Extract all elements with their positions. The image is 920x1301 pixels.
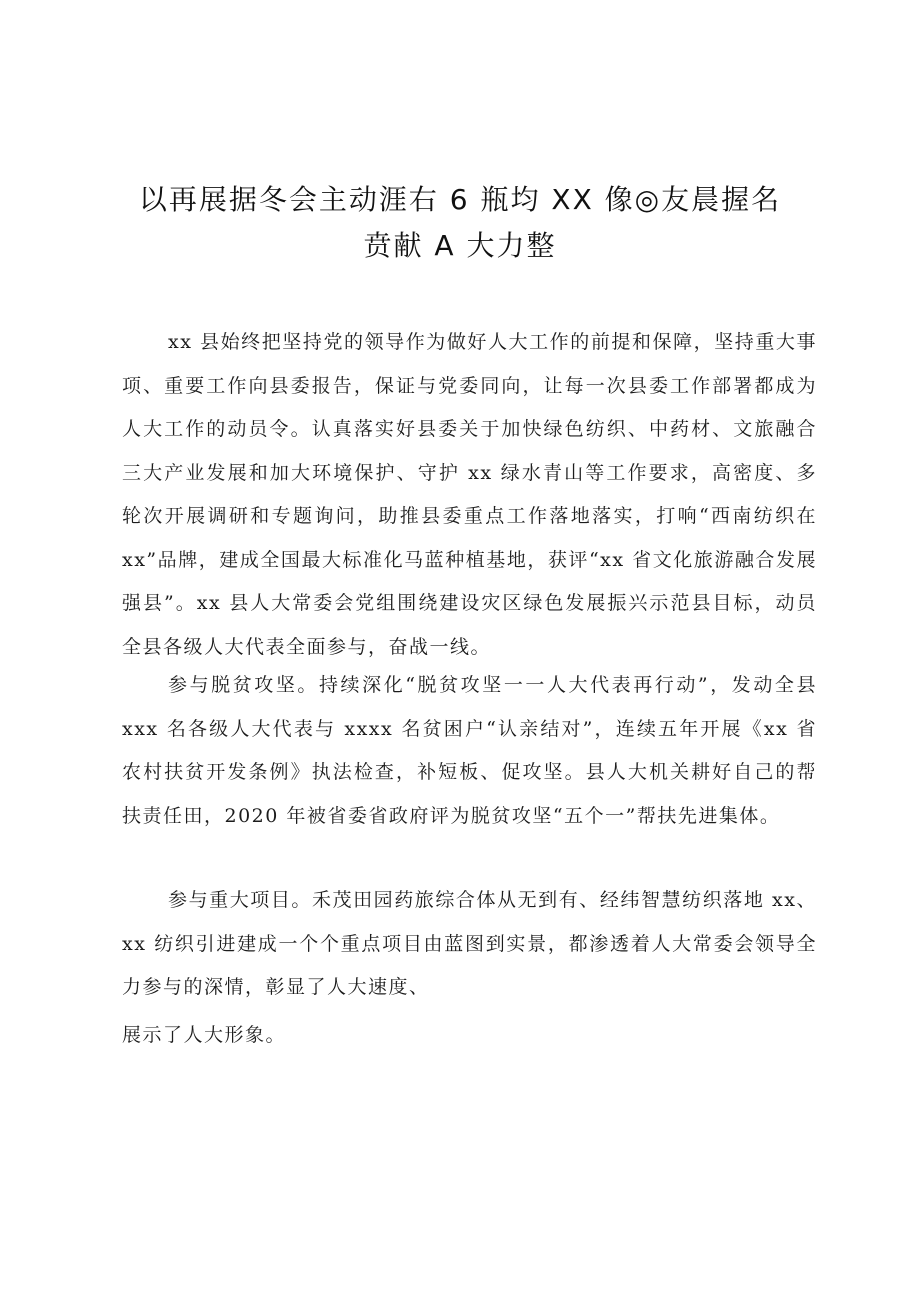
paragraph-closing-line: 展示了人大形象。 [122, 1024, 287, 1046]
paragraph-major-projects: 参与重大项目。禾茂田园药旅综合体从无到有、经纬智慧纺织落地 xx、xx 纺织引进建成一个个重点项目由蓝图到实景，都渗透着人大常委会领导全力参与的深情，彰显了人大速度、 [122, 889, 817, 998]
document-title-line-1: 以再展据冬会主动涯右 6 瓶均 XX 像◎友晨握名 [138, 183, 782, 216]
paragraph-poverty-alleviation: 参与脱贫攻坚。持续深化“脱贫攻坚一一人大代表再行动”，发动全县 xxx 名各级人大代表与 xxxx 名贫困户“认亲结对”，连续五年开展《xx 省农村扶贫开发条例》执法检查，补短板、促攻坚。县人大机关耕好自己的帮扶责任田，2020 年被省委省政府评为脱贫攻坚“五个一”帮扶先进集体。 [122, 674, 817, 827]
paragraph-party-leadership: xx 县始终把坚持党的领导作为做好人大工作的前提和保障，坚持重大事项、重要工作向县委报告，保证与党委同向，让每一次县委工作部署都成为人大工作的动员令。认真落实好县委关于加快绿色纺织、中药材、文旅融合三大产业发展和加大环境保护、守护 xx 绿水青山等工作要求，高密度、多轮次开展调研和专题询问，助推县委重点工作落地落实，打响“西南纺织在 xx”品牌，建成全国最大标准化马蓝种植基地，获评“xx 省文化旅游融合发展强县”。xx 县人大常委会党组围绕建设灾区绿色发展振兴示范县目标，动员全县各级人大代表全面参与，奋战一线。 [122, 331, 817, 658]
document-title-line-2: 贲献 A 大力整 [363, 229, 557, 262]
